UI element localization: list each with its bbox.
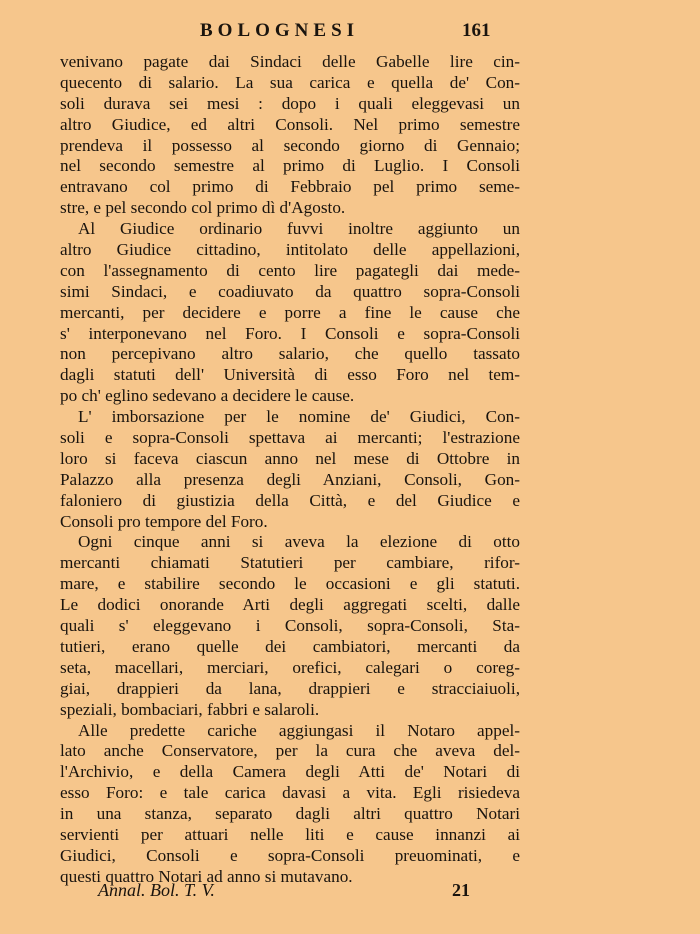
text-line: altro Giudice, ed altri Consoli. Nel primo semestre	[60, 114, 520, 134]
text-line: altro Giudice cittadino, intitolato delle appellazioni,	[60, 240, 520, 260]
text-line: venivano pagate dai Sindaci delle Gabelle lire cin-	[60, 52, 520, 71]
signature-number: 21	[452, 880, 470, 900]
text-line: Palazzo alla presenza degli Anziani, Consoli, Gon-	[60, 469, 520, 489]
text-line: Consoli pro tempore del Foro.	[60, 511, 268, 531]
text-line: entravano col primo di Febbraio pel primo seme-	[60, 177, 520, 197]
text-line: giai, drappieri da lana, drappieri e stracciaiuoli,	[60, 678, 520, 698]
text-line: in una stanza, separato dagli altri quattro Notari	[60, 804, 520, 824]
text-line: con l'assegnamento di cento lire pagategli dai mede-	[60, 260, 520, 280]
text-line: Giudici, Consoli e sopra-Consoli preuominati, e	[60, 845, 520, 865]
text-line: Al Giudice ordinario fuvvi inoltre aggiunto un	[78, 219, 520, 239]
text-line: simi Sindaci, e coadiuvato da quattro sopra-Consoli	[60, 281, 520, 301]
text-line: prendeva il possesso al secondo giorno di Gennaio;	[60, 135, 520, 155]
text-line: mercanti, per decidere e porre a fine le cause che	[60, 302, 520, 322]
text-line: s' interponevano nel Foro. I Consoli e sopra-Consoli	[60, 323, 520, 343]
text-line: Ogni cinque anni si aveva la elezione di otto	[78, 532, 520, 552]
text-line: seta, macellari, merciari, orefici, calegari o coreg-	[60, 657, 520, 677]
text-line: mare, e stabilire secondo le occasioni e gli statuti.	[60, 574, 520, 594]
text-line: quecento di salario. La sua carica e quella de' Con-	[60, 72, 520, 92]
text-line: tutieri, erano quelle dei cambiatori, mercanti da	[60, 636, 520, 656]
text-line: quali s' eleggevano i Consoli, sopra-Consoli, Sta-	[60, 616, 520, 636]
text-line: loro si faceva ciascun anno nel mese di Ottobre in	[60, 448, 520, 468]
text-line: dagli statuti dell' Università di esso Foro nel tem-	[60, 365, 520, 385]
text-line: faloniero di giustizia della Città, e del Giudice e	[60, 490, 520, 510]
text-line: nel secondo semestre al primo di Luglio. I Consoli	[60, 156, 520, 176]
text-line: esso Foro: e tale carica davasi a vita. Egli risiedeva	[60, 783, 520, 803]
running-title: BOLOGNESI	[200, 20, 360, 41]
text-line: speziali, bombaciari, fabbri e salaroli.	[60, 699, 320, 719]
text-line: Alle predette cariche aggiungasi il Notaro appel-	[78, 720, 520, 740]
running-head	[0, 20, 700, 44]
text-line: soli durava sei mesi : dopo i quali eleggevasi un	[60, 93, 520, 113]
body-text	[60, 52, 520, 888]
text-line: servienti per attuari nelle liti e cause innanzi ai	[60, 824, 520, 844]
text-line: po ch' eglino sedevano a decidere le cause.	[60, 386, 355, 406]
text-line: questi quattro Notari ad anno si mutavano.	[60, 866, 353, 886]
text-line: non percepivano altro salario, che quello tassato	[60, 344, 520, 364]
text-line: soli e sopra-Consoli spettava ai mercanti; l'estrazione	[60, 428, 520, 448]
text-line: mercanti chiamati Statutieri per cambiare, rifor-	[60, 553, 520, 573]
page-footer	[0, 880, 700, 906]
text-line: Le dodici onorande Arti degli aggregati scelti, dalle	[60, 595, 520, 615]
signature-mark: Annal. Bol. T. V.	[98, 880, 215, 900]
page-number: 161	[462, 20, 491, 41]
text-line: L' imborsazione per le nomine de' Giudici, Con-	[78, 407, 520, 427]
text-line: lato anche Conservatore, per la cura che aveva del-	[60, 741, 520, 761]
text-line: l'Archivio, e della Camera degli Atti de' Notari di	[60, 762, 520, 782]
text-line: stre, e pel secondo col primo dì d'Agosto.	[60, 198, 346, 218]
